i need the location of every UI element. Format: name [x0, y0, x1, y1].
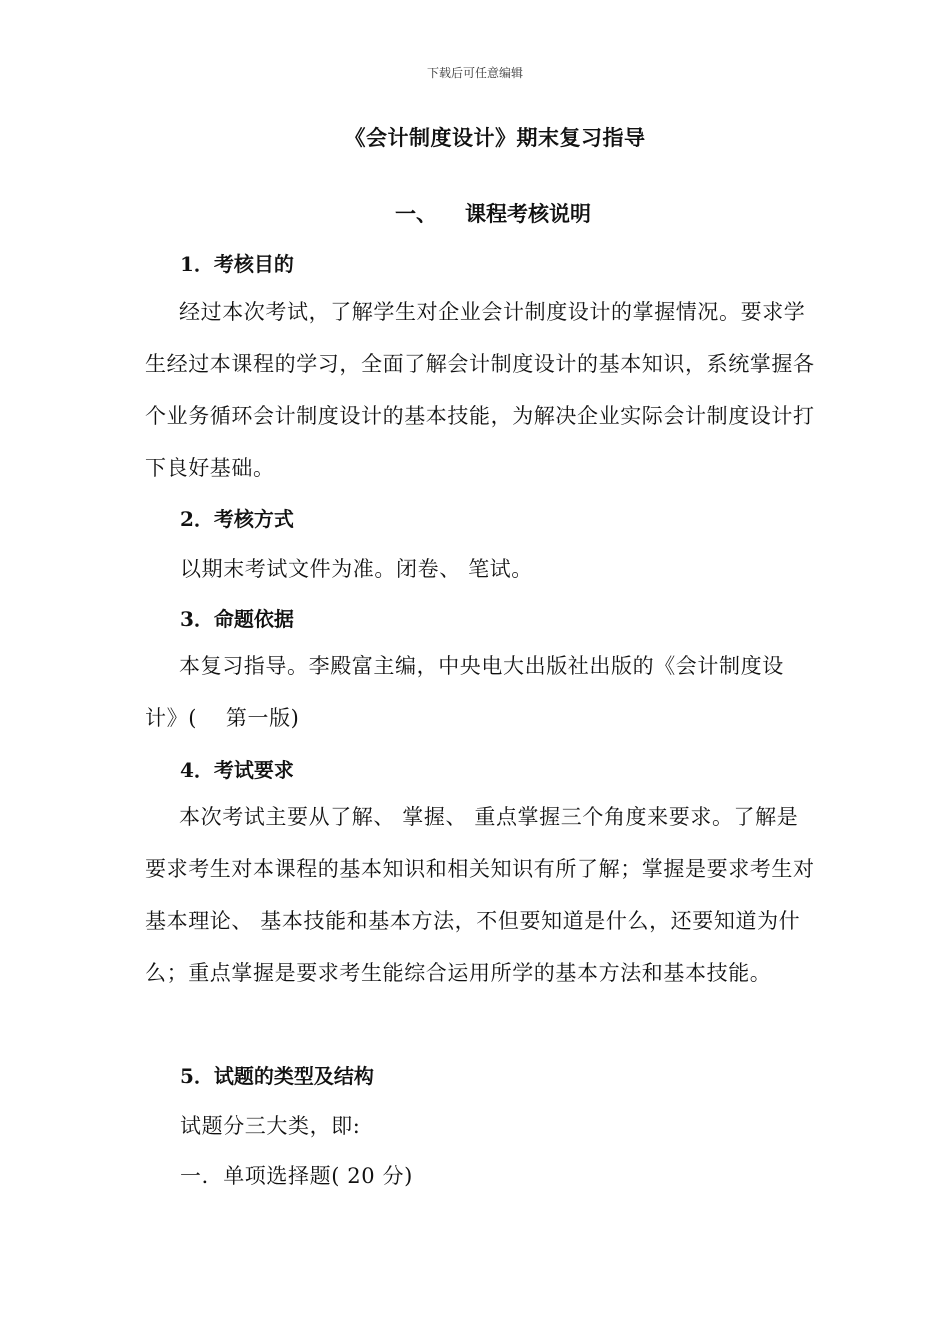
item-heading-5: 5．试题的类型及结构 [180, 1064, 374, 1088]
item-text-5: 试题分三大类，即: [180, 1114, 361, 1138]
document-title: 《会计制度设计》期末复习指导 [344, 125, 646, 150]
item-heading-2: 2．考核方式 [180, 507, 294, 531]
item-text-2: 以期末考试文件为准。闭卷、 笔试。 [180, 557, 533, 581]
question-type-1: 一．单项选择题( 20 分) [180, 1164, 413, 1188]
item-text-3: 本复习指导。李殿富主编，中央电大出版社出版的《会计制度设计》( 第一版) [145, 654, 784, 730]
item-heading-4: 4．考试要求 [180, 758, 294, 782]
header-note: 下载后可任意编辑 [426, 66, 523, 80]
item-text-1: 经过本次考试，了解学生对企业会计制度设计的掌握情况。要求学生经过本课程的学习，全面了解会计制度设计的基本知识，系统掌握各个业务循环会计制度设计的基本技能，为解决企业实际会计制度设计打下良好基础。 [145, 300, 815, 480]
item-heading-3: 3．命题依据 [180, 607, 294, 631]
item-heading-1: 1．考核目的 [180, 252, 294, 276]
section-heading [395, 198, 591, 228]
section-title-text: 课程考核说明 [465, 201, 591, 226]
section-number: 一、 [395, 201, 437, 226]
item-text-4: 本次考试主要从了解、 掌握、 重点掌握三个角度来要求。了解是要求考生对本课程的基本知识和相关知识有所了解；掌握是要求考生对基本理论、 基本技能和基本方法，不但要知道是什么，还要知道为什么；重点掌握是要求考生能综合运用所学的基本方法和基本技能。 [145, 805, 815, 985]
